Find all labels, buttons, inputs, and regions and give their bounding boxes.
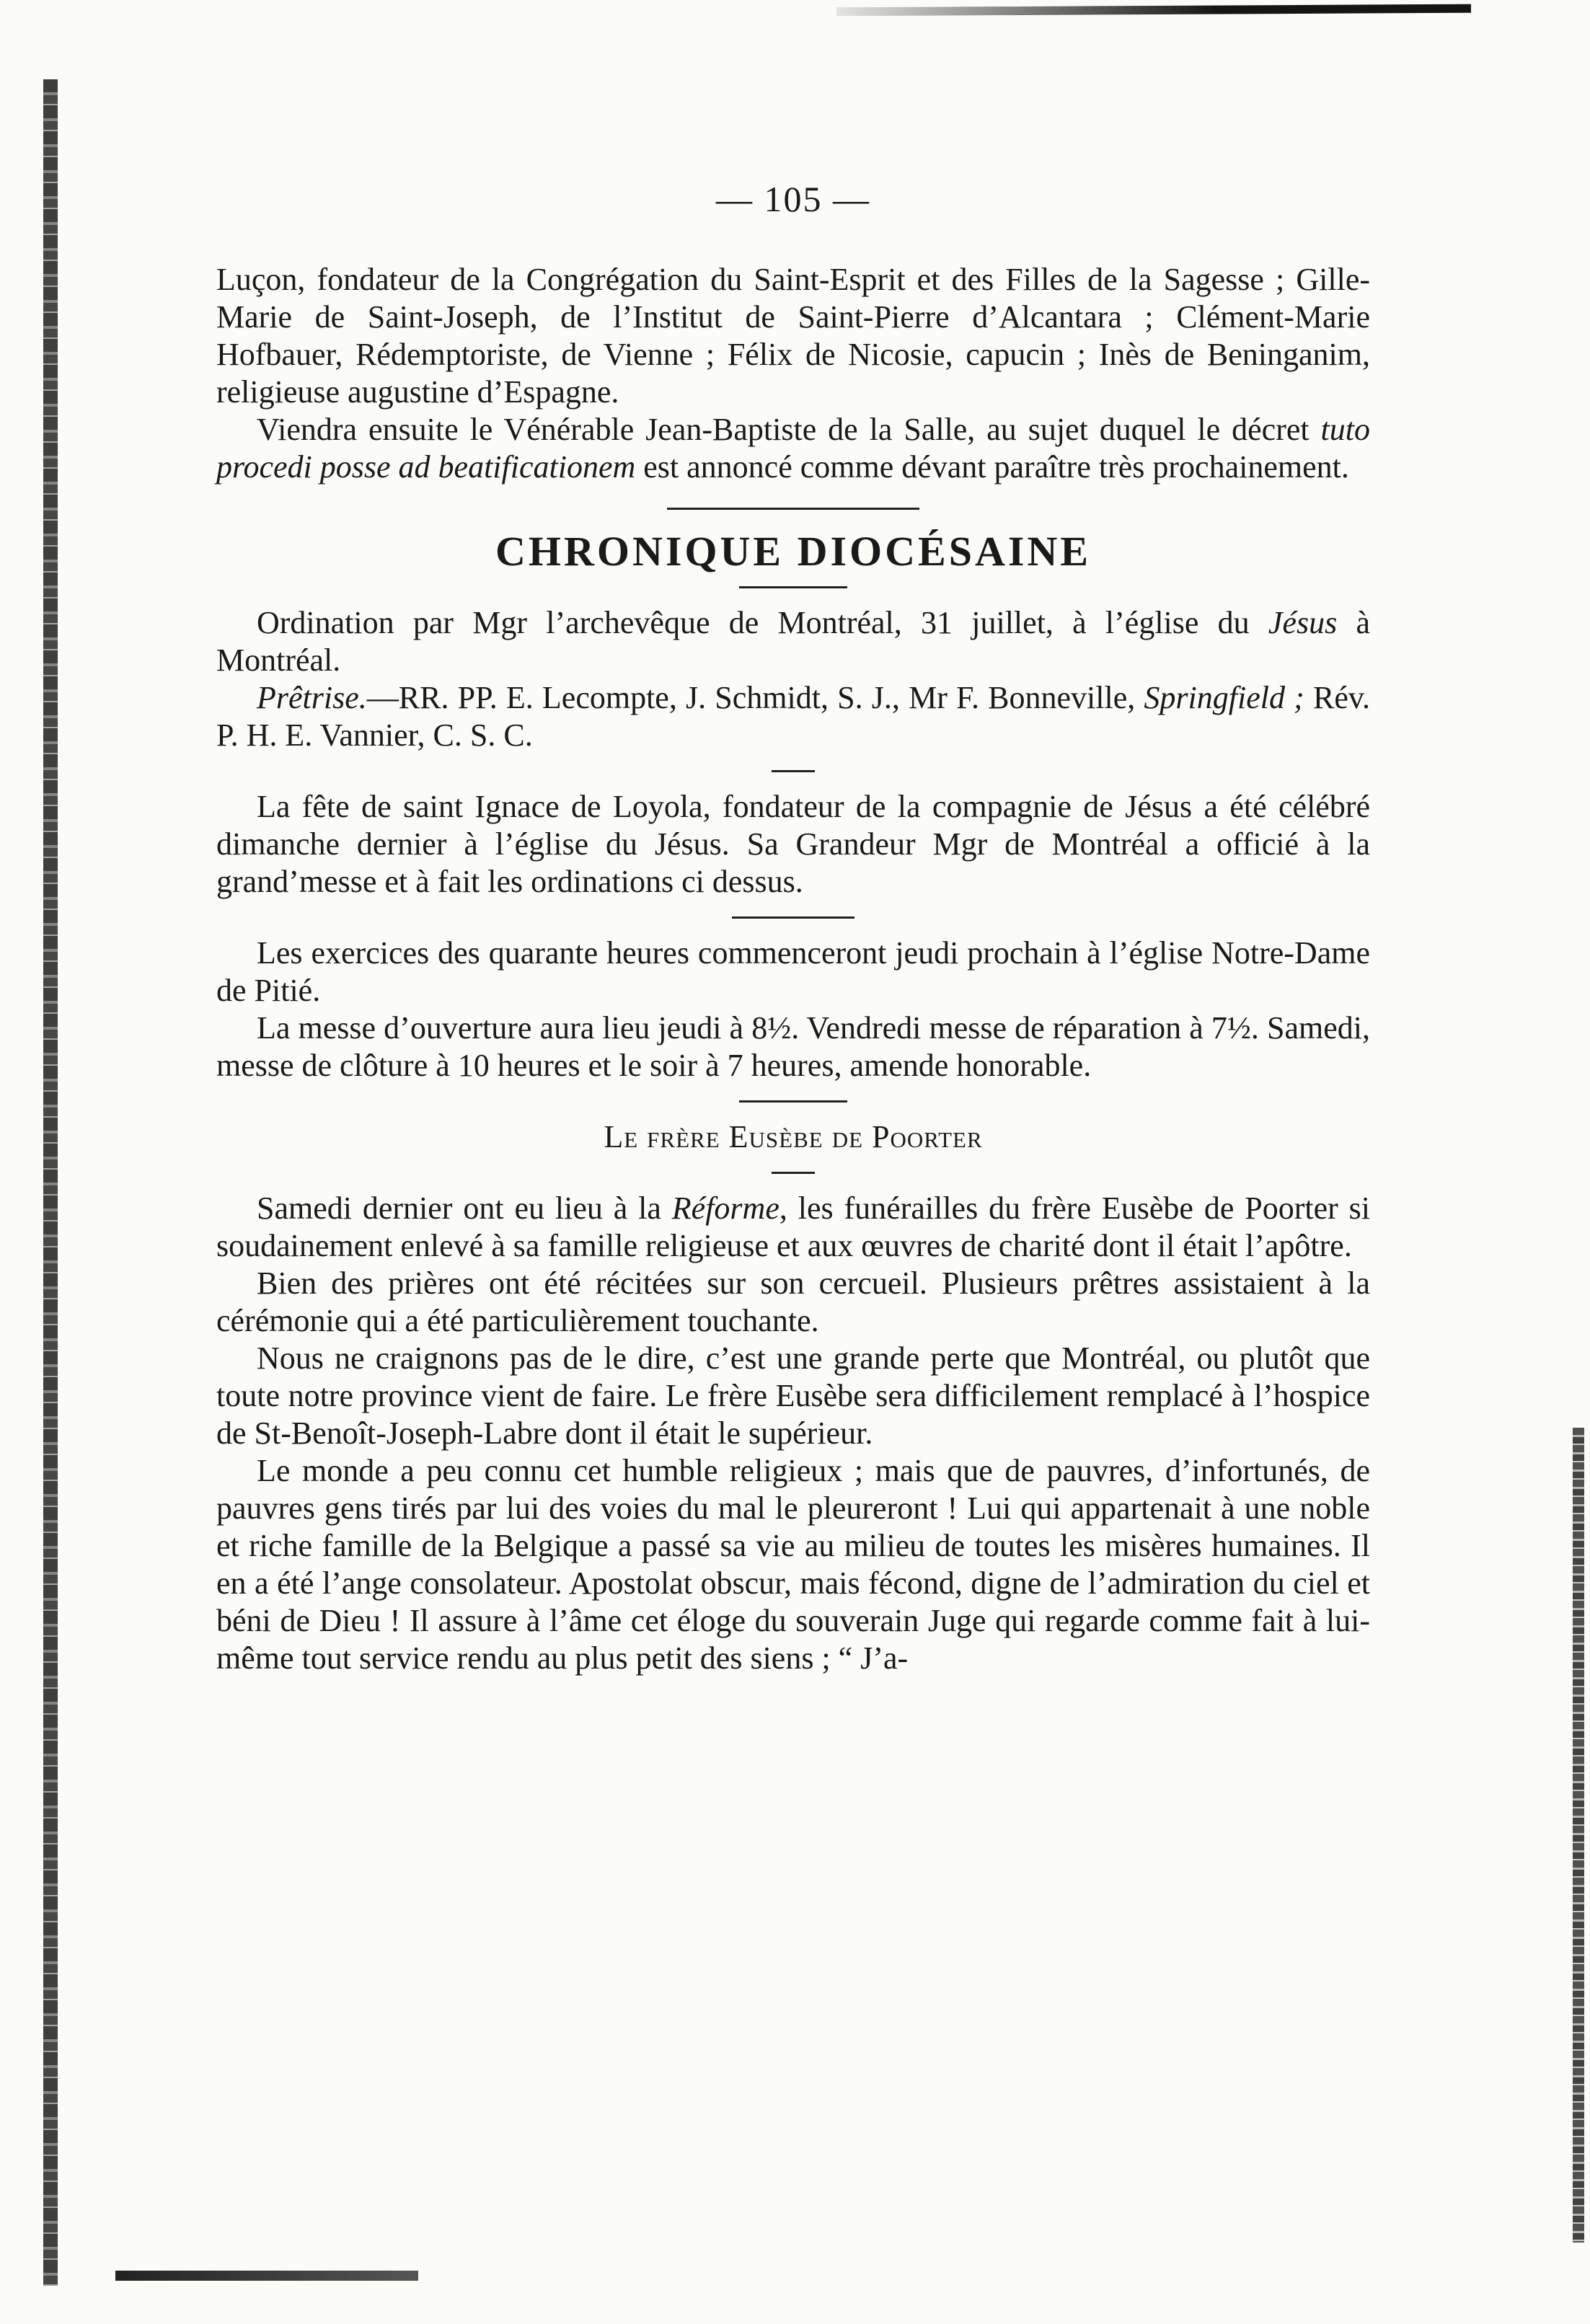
divider-rule bbox=[772, 770, 815, 772]
paragraph-fete-ignace: La fête de saint Ignace de Loyola, fondateur de la compagnie de Jésus a été célébré dimanche dernier à l’église du Jésus. Sa Grandeur Mgr de Montréal a officié à la grand’messe et à fait les ordinations ci dessus. bbox=[216, 789, 1370, 899]
pretrise-italic: Springfield ; bbox=[1144, 680, 1304, 715]
scan-edge-left bbox=[43, 79, 58, 2286]
funerailles-italic: Réforme bbox=[671, 1190, 779, 1226]
paragraph-prieres: Bien des prières ont été récitées sur son cercueil. Plusieurs prêtres assistaient à la cérémonie qui a été particulièrement touchante. bbox=[216, 1265, 1370, 1338]
section-title-frere: Le frère Eusèbe de Poorter bbox=[604, 1119, 983, 1154]
ordination-text-after: à Montréal. bbox=[216, 605, 1371, 678]
scan-edge-bottom bbox=[115, 2271, 418, 2281]
ordination-text-before: Ordination par Mgr l’archevêque de Montréal, 31 juillet, à l’église du bbox=[257, 605, 1268, 640]
pretrise-label: Prêtrise. bbox=[257, 680, 367, 715]
paragraph-ordination bbox=[216, 604, 1370, 679]
paragraph-messe: La messe d’ouverture aura lieu jeudi à 8½. Vendredi messe de réparation à 7½. Samedi, messe de clôture à 10 heures et le soir à 7 heures, amende honorable. bbox=[216, 1010, 1370, 1083]
scan-edge-top bbox=[836, 4, 1471, 17]
venerable-decree-italic: tuto procedi posse ad beatificationem bbox=[216, 412, 1370, 485]
funerailles-text-after: , les funérailles du frère Eusèbe de Poorter si soudainement enlevé à sa famille religieuse et aux œuvres de charité dont il était l’apôtre. bbox=[216, 1190, 1370, 1263]
divider-rule bbox=[739, 1100, 847, 1103]
funerailles-text-before: Samedi dernier ont eu lieu à la bbox=[257, 1190, 672, 1226]
divider-rule bbox=[732, 916, 854, 919]
page-body bbox=[216, 180, 1370, 1677]
divider-rule bbox=[739, 586, 847, 588]
ordination-italic: Jésus bbox=[1268, 605, 1338, 640]
divider-rule bbox=[772, 1172, 815, 1174]
paragraph-funerailles bbox=[216, 1190, 1370, 1265]
venerable-text-before: Viendra ensuite le Vénérable Jean-Baptiste de la Salle, au sujet duquel le décret bbox=[257, 412, 1321, 447]
paragraph-perte: Nous ne craignons pas de le dire, c’est une grande perte que Montréal, ou plutôt que toute notre province vient de faire. Le frère Eusèbe sera difficilement remplacé à l’hospice de St-Benoît-Joseph-Labre dont il était le supérieur. bbox=[216, 1340, 1370, 1451]
pretrise-text-before: —RR. PP. E. Lecompte, J. Schmidt, S. J., Mr F. Bonneville, bbox=[366, 680, 1144, 715]
section-title-chronique: CHRONIQUE DIOCÉSAINE bbox=[495, 528, 1092, 575]
paragraph-lucon: Luçon, fondateur de la Congrégation du Saint-Esprit et des Filles de la Sagesse ; Gille-Marie de Saint-Joseph, de l’Institut de Saint-Pierre d’Alcantara ; Clément-Marie Hofbauer, Rédemptoriste, de Vienne ; Félix de Nicosie, capucin ; Inès de Beninganim, religieuse augustine d’Espagne. bbox=[216, 262, 1370, 410]
divider-rule bbox=[667, 508, 919, 510]
pretrise-text-after: Rév. P. H. E. Vannier, C. S. C. bbox=[216, 680, 1371, 753]
paragraph-monde: Le monde a peu connu cet humble religieux ; mais que de pauvres, d’infortunés, de pauvres gens tirés par lui des voies du mal le pleureront ! Lui qui appartenait à une noble et riche famille de la Belgique a passé sa vie au milieu de toutes les misères humaines. Il en a été l’ange consolateur. Apostolat obscur, mais fécond, digne de l’admiration du ciel et béni de Dieu ! Il assure à l’âme cet éloge du souverain Juge qui regarde comme fait à lui-même tout service rendu au plus petit des siens ; “ J’a- bbox=[216, 1453, 1370, 1676]
page-number: — 105 — bbox=[716, 179, 870, 219]
paragraph-venerable bbox=[216, 411, 1370, 486]
paragraph-exercices: Les exercices des quarante heures commenceront jeudi prochain à l’église Notre-Dame de Pitié. bbox=[216, 935, 1370, 1008]
paragraph-pretrise bbox=[216, 679, 1370, 754]
scan-edge-right bbox=[1573, 1428, 1584, 2243]
venerable-text-after: est annoncé comme dévant paraître très prochainement. bbox=[635, 449, 1349, 485]
